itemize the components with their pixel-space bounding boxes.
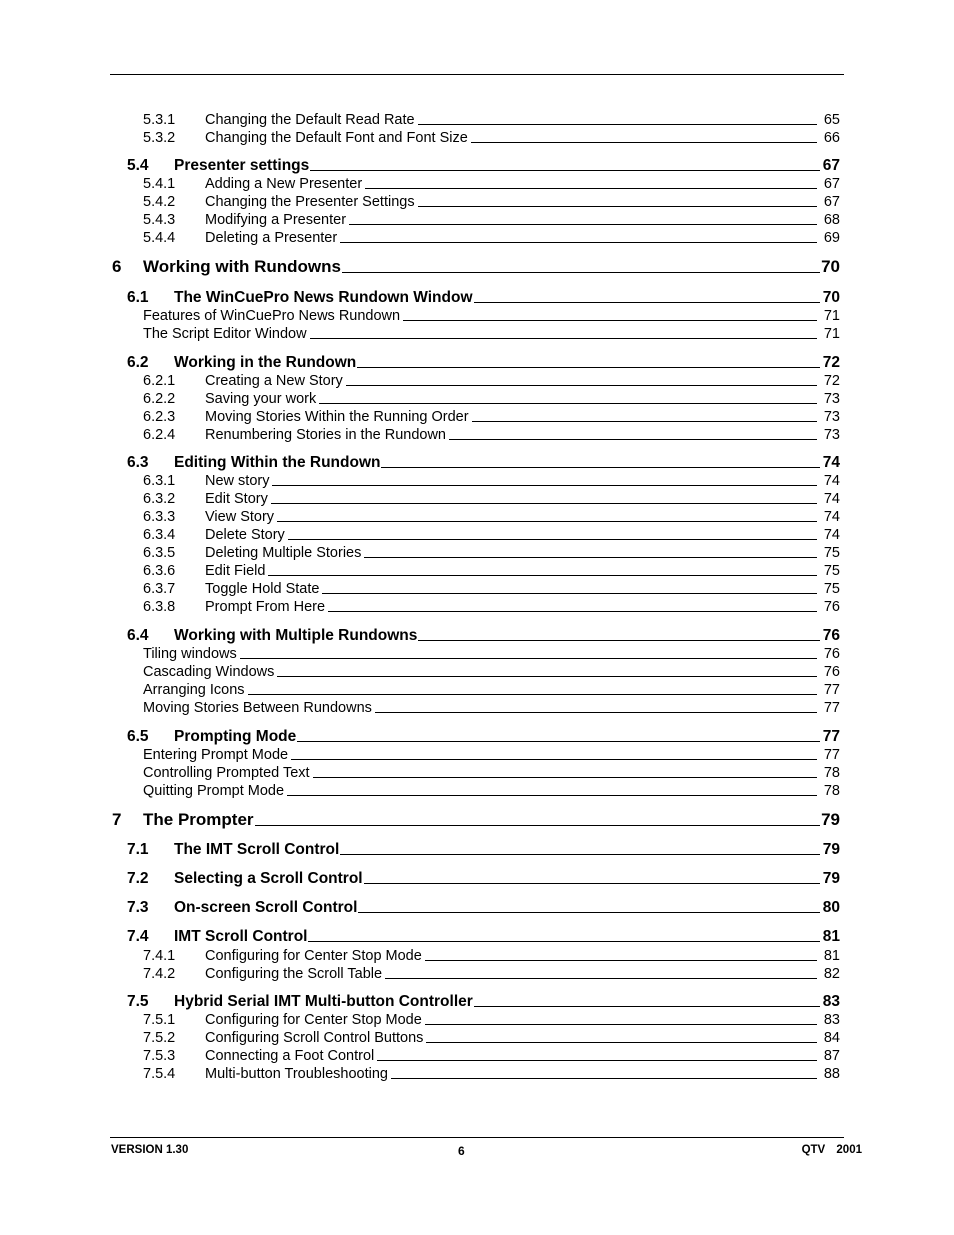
toc-entry[interactable] [0, 837, 954, 857]
toc-entry-page: 74 [823, 490, 840, 507]
toc-entry[interactable] [0, 963, 954, 981]
toc-entry-page: 73 [823, 390, 840, 407]
toc-entry-title: Presenter settings [174, 156, 310, 174]
toc-entry-page: 72 [822, 353, 840, 371]
toc-entry[interactable] [0, 285, 954, 305]
toc-entry-page: 76 [822, 626, 840, 644]
toc-entry-page: 70 [822, 288, 840, 306]
toc-leader-line [471, 142, 817, 143]
toc-leader-line [425, 960, 817, 961]
toc-entry[interactable] [0, 191, 954, 209]
toc-leader-line [391, 1078, 817, 1079]
toc-entry-page: 67 [822, 156, 840, 174]
toc-entry-page: 78 [823, 782, 840, 799]
toc-entry-title: Configuring for Center Stop Mode [205, 947, 422, 964]
toc-leader-line [377, 1060, 817, 1061]
toc-entry-number: 5.4 [127, 156, 149, 174]
toc-leader-line [342, 272, 820, 273]
toc-entry-number: 6.3.7 [143, 580, 176, 597]
toc-entry[interactable] [0, 350, 954, 370]
toc-entry-number: 7.5.1 [143, 1011, 176, 1028]
toc-leader-line [268, 575, 817, 576]
toc-entry-page: 77 [822, 727, 840, 745]
toc-entry-number: 6.1 [127, 288, 149, 306]
toc-entry-page: 79 [822, 840, 840, 858]
toc-entry-number: 7.5.3 [143, 1047, 176, 1064]
toc-entry[interactable] [0, 1027, 954, 1045]
toc-entry[interactable] [0, 153, 954, 173]
toc-entry-title: Changing the Presenter Settings [205, 193, 415, 210]
toc-entry[interactable] [0, 643, 954, 661]
toc-leader-line [308, 941, 820, 942]
toc-entry-number: 6.3.6 [143, 562, 176, 579]
toc-entry-number: 6.3 [127, 453, 149, 471]
toc-entry[interactable] [0, 661, 954, 679]
toc-entry[interactable] [0, 560, 954, 578]
toc-entry[interactable] [0, 806, 954, 828]
toc-entry[interactable] [0, 744, 954, 762]
toc-leader-line [340, 242, 817, 243]
toc-entry[interactable] [0, 506, 954, 524]
toc-entry-number: 6.2.4 [143, 426, 176, 443]
toc-entry-number: 6.5 [127, 727, 149, 745]
toc-leader-line [271, 503, 817, 504]
toc-entry[interactable] [0, 173, 954, 191]
toc-entry[interactable] [0, 623, 954, 643]
toc-leader-line [358, 912, 820, 913]
toc-entry-title: Deleting a Presenter [205, 229, 338, 246]
toc-entry[interactable] [0, 945, 954, 963]
toc-entry-page: 76 [823, 645, 840, 662]
toc-leader-line [287, 795, 817, 796]
toc-leader-line [364, 883, 820, 884]
toc-leader-line [425, 1024, 817, 1025]
toc-entry-number: 7.5.4 [143, 1065, 176, 1082]
toc-entry-title: Modifying a Presenter [205, 211, 347, 228]
toc-entry-number: 7.4 [127, 927, 149, 945]
toc-entry-page: 75 [823, 580, 840, 597]
toc-entry-title: Editing Within the Rundown [174, 453, 381, 471]
toc-entry-title: IMT Scroll Control [174, 927, 308, 945]
toc-entry-title: Configuring the Scroll Table [205, 965, 383, 982]
toc-entry-number: 7.4.2 [143, 965, 176, 982]
toc-entry-page: 74 [823, 472, 840, 489]
toc-entry-number: 6.2 [127, 353, 149, 371]
toc-entry[interactable] [0, 596, 954, 614]
toc-entry[interactable] [0, 253, 954, 275]
toc-entry[interactable] [0, 109, 954, 127]
toc-entry[interactable] [0, 323, 954, 341]
toc-entry-page: 88 [823, 1065, 840, 1082]
toc-leader-line [240, 658, 817, 659]
toc-leader-line [272, 485, 817, 486]
toc-entry-page: 83 [823, 1011, 840, 1028]
toc-entry-page: 73 [823, 408, 840, 425]
toc-entry[interactable] [0, 406, 954, 424]
toc-entry-number: 6.3.3 [143, 508, 176, 525]
toc-entry-page: 83 [822, 992, 840, 1010]
toc-leader-line [313, 777, 817, 778]
toc-entry-page: 67 [823, 193, 840, 210]
toc-entry[interactable] [0, 1045, 954, 1063]
toc-entry-title: The Script Editor Window [143, 325, 307, 342]
toc-entry-title: Tiling windows [143, 645, 237, 662]
toc-entry-title: Controlling Prompted Text [143, 764, 310, 781]
toc-entry-number: 6 [112, 257, 122, 276]
toc-entry-title: Cascading Windows [143, 663, 275, 680]
toc-entry-page: 68 [823, 211, 840, 228]
toc-entry-title: Working with Multiple Rundowns [174, 626, 418, 644]
toc-entry-page: 81 [822, 927, 840, 945]
footer-rule [110, 1137, 844, 1138]
toc-entry-number: 6.2.2 [143, 390, 176, 407]
toc-entry-page: 74 [823, 508, 840, 525]
toc-entry-title: Adding a New Presenter [205, 175, 363, 192]
toc-entry-title: Edit Story [205, 490, 268, 507]
toc-leader-line [364, 557, 817, 558]
toc-entry-number: 7 [112, 810, 122, 829]
toc-entry-title: Configuring for Center Stop Mode [205, 1011, 422, 1028]
toc-entry-page: 78 [823, 764, 840, 781]
toc-entry-page: 74 [822, 453, 840, 471]
toc-entry-page: 76 [823, 663, 840, 680]
footer-company: QTV 2001 [801, 1144, 862, 1156]
toc-leader-line [328, 611, 817, 612]
toc-leader-line [346, 385, 817, 386]
toc-entry-title: Quitting Prompt Mode [143, 782, 285, 799]
toc-entry-title: Moving Stories Between Rundowns [143, 699, 372, 716]
toc-leader-line [319, 403, 817, 404]
toc-entry-number: 5.4.2 [143, 193, 176, 210]
toc-entry-number: 6.3.1 [143, 472, 176, 489]
toc-entry[interactable] [0, 388, 954, 406]
toc-entry-title: On-screen Scroll Control [174, 898, 358, 916]
toc-leader-line [291, 759, 817, 760]
toc-entry-page: 73 [823, 426, 840, 443]
toc-entry-title: Changing the Default Read Rate [205, 111, 415, 128]
toc-leader-line [310, 338, 817, 339]
toc-entry-page: 79 [822, 869, 840, 887]
toc-entry[interactable] [0, 488, 954, 506]
toc-entry[interactable] [0, 424, 954, 442]
toc-entry[interactable] [0, 780, 954, 798]
toc-leader-line [472, 421, 817, 422]
toc-entry-title: Hybrid Serial IMT Multi-button Controller [174, 992, 473, 1010]
toc-entry-page: 74 [823, 526, 840, 543]
toc-entry[interactable] [0, 578, 954, 596]
toc-entry[interactable] [0, 470, 954, 488]
toc-entry-page: 77 [823, 699, 840, 716]
toc-leader-line [322, 593, 817, 594]
toc-leader-line [375, 712, 817, 713]
toc-entry-title: Working with Rundowns [143, 257, 341, 276]
toc-entry-number: 5.4.3 [143, 211, 176, 228]
toc-entry[interactable] [0, 1009, 954, 1027]
toc-entry-number: 6.3.5 [143, 544, 176, 561]
toc-entry-title: Selecting a Scroll Control [174, 869, 363, 887]
toc-entry-title: The WinCuePro News Rundown Window [174, 288, 473, 306]
toc-entry-page: 71 [823, 325, 840, 342]
toc-leader-line [255, 825, 820, 826]
toc-entry-number: 7.4.1 [143, 947, 176, 964]
toc-entry[interactable] [0, 127, 954, 145]
toc-entry-title: Saving your work [205, 390, 317, 407]
toc-entry-title: Deleting Multiple Stories [205, 544, 362, 561]
toc-entry-title: Renumbering Stories in the Rundown [205, 426, 446, 443]
toc-entry-page: 76 [823, 598, 840, 615]
toc-entry[interactable] [0, 724, 954, 744]
toc-entry[interactable] [0, 370, 954, 388]
toc-entry-title: Edit Field [205, 562, 266, 579]
toc-leader-line [340, 854, 820, 855]
toc-entry[interactable] [0, 524, 954, 542]
toc-entry-title: View Story [205, 508, 275, 525]
toc-entry-title: New story [205, 472, 270, 489]
toc-leader-line [418, 640, 820, 641]
toc-entry-page: 77 [823, 681, 840, 698]
toc-entry-page: 70 [821, 257, 840, 276]
toc-entry-title: Creating a New Story [205, 372, 343, 389]
toc-leader-line [349, 224, 817, 225]
toc-entry-page: 84 [823, 1029, 840, 1046]
toc-entry-page: 69 [823, 229, 840, 246]
toc-entry[interactable] [0, 542, 954, 560]
toc-leader-line [297, 741, 820, 742]
toc-entry-page: 80 [822, 898, 840, 916]
footer-version: VERSION 1.30 [111, 1144, 189, 1156]
footer-page-number: 6 [458, 1144, 465, 1158]
toc-entry-page: 65 [823, 111, 840, 128]
toc-entry-number: 7.1 [127, 840, 149, 858]
toc-entry-number: 5.4.1 [143, 175, 176, 192]
toc-entry[interactable] [0, 450, 954, 470]
toc-entry[interactable] [0, 762, 954, 780]
toc-leader-line [381, 467, 820, 468]
toc-entry-number: 7.5.2 [143, 1029, 176, 1046]
toc-entry-title: Toggle Hold State [205, 580, 320, 597]
toc-leader-line [277, 676, 817, 677]
toc-entry-title: Configuring Scroll Control Buttons [205, 1029, 424, 1046]
toc-entry[interactable] [0, 866, 954, 886]
toc-leader-line [310, 170, 820, 171]
toc-entry-page: 66 [823, 129, 840, 146]
toc-entry-page: 67 [823, 175, 840, 192]
toc-entry-page: 72 [823, 372, 840, 389]
toc-leader-line [418, 124, 817, 125]
toc-entry-title: Entering Prompt Mode [143, 746, 289, 763]
toc-leader-line [385, 978, 817, 979]
toc-entry-title: Working in the Rundown [174, 353, 357, 371]
toc-entry-page: 71 [823, 307, 840, 324]
toc-entry-number: 7.5 [127, 992, 149, 1010]
toc-entry[interactable] [0, 924, 954, 944]
toc-entry-title: The Prompter [143, 810, 254, 829]
toc-entry-number: 6.4 [127, 626, 149, 644]
toc-entry-number: 6.3.8 [143, 598, 176, 615]
toc-entry-number: 6.3.2 [143, 490, 176, 507]
toc-leader-line [365, 188, 817, 189]
toc-leader-line [248, 694, 817, 695]
toc-leader-line [449, 439, 817, 440]
toc-entry-title: Moving Stories Within the Running Order [205, 408, 469, 425]
toc-entry-number: 5.3.2 [143, 129, 176, 146]
toc-entry-number: 6.2.3 [143, 408, 176, 425]
toc-entry-page: 77 [823, 746, 840, 763]
toc-entry-number: 5.3.1 [143, 111, 176, 128]
toc-entry-title: Prompting Mode [174, 727, 297, 745]
toc-entry-title: Arranging Icons [143, 681, 245, 698]
toc-entry-title: Prompt From Here [205, 598, 326, 615]
toc-entry[interactable] [0, 697, 954, 715]
toc-entry-number: 6.2.1 [143, 372, 176, 389]
toc-entry-page: 75 [823, 562, 840, 579]
toc-entry-title: Features of WinCuePro News Rundown [143, 307, 401, 324]
toc-leader-line [277, 521, 817, 522]
toc-entry-page: 79 [821, 810, 840, 829]
toc-leader-line [357, 367, 820, 368]
toc-entry-title: Multi-button Troubleshooting [205, 1065, 388, 1082]
toc-entry-title: Connecting a Foot Control [205, 1047, 375, 1064]
toc-entry[interactable] [0, 1063, 954, 1081]
toc-entry-title: Delete Story [205, 526, 285, 543]
toc-leader-line [474, 302, 820, 303]
toc-entry-number: 7.2 [127, 869, 149, 887]
toc-entry-page: 82 [823, 965, 840, 982]
toc-entry-page: 87 [823, 1047, 840, 1064]
toc-entry[interactable] [0, 227, 954, 245]
toc-entry[interactable] [0, 989, 954, 1009]
toc-entry-title: The IMT Scroll Control [174, 840, 340, 858]
toc-entry-number: 5.4.4 [143, 229, 176, 246]
toc-leader-line [474, 1006, 820, 1007]
toc-entry[interactable] [0, 895, 954, 915]
toc-entry-page: 75 [823, 544, 840, 561]
toc-leader-line [403, 320, 817, 321]
toc-entry[interactable] [0, 305, 954, 323]
toc-entry-page: 81 [823, 947, 840, 964]
toc-entry[interactable] [0, 209, 954, 227]
toc-leader-line [418, 206, 817, 207]
toc-entry-number: 7.3 [127, 898, 149, 916]
toc-leader-line [426, 1042, 817, 1043]
toc-entry-number: 6.3.4 [143, 526, 176, 543]
toc-leader-line [288, 539, 817, 540]
toc-entry-title: Changing the Default Font and Font Size [205, 129, 468, 146]
toc-entry[interactable] [0, 679, 954, 697]
